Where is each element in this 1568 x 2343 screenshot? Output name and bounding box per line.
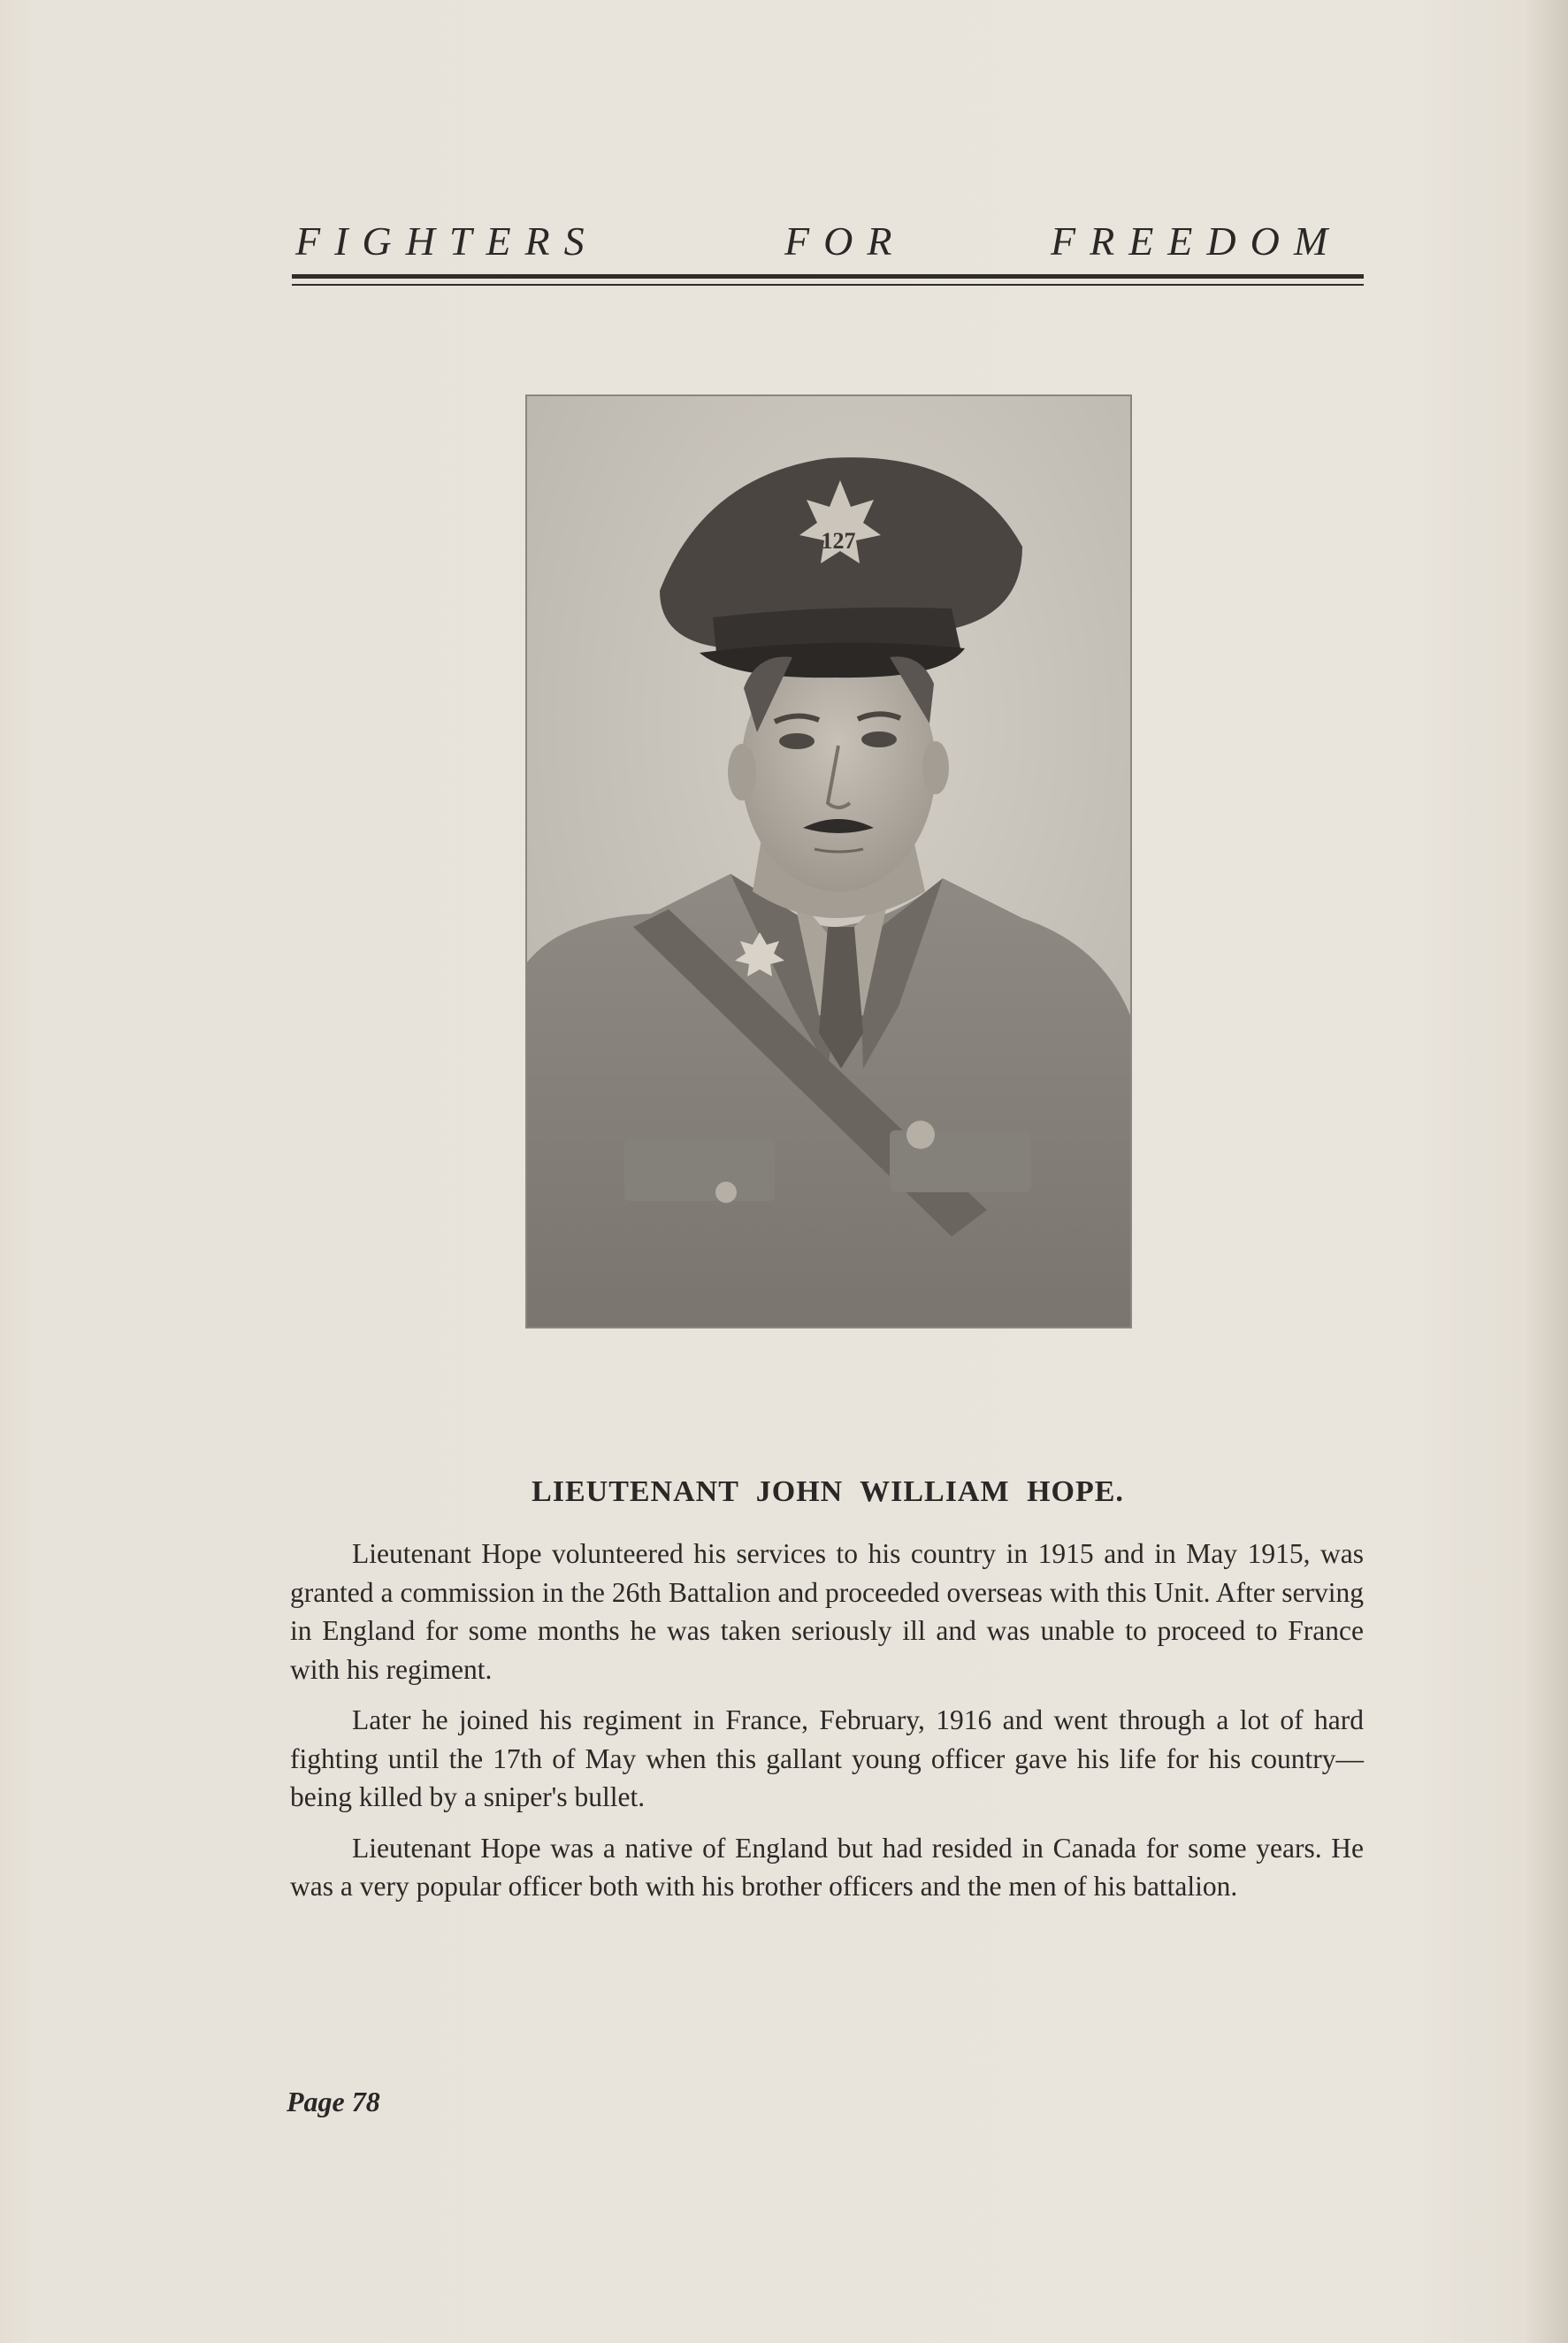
cap-badge-number: 127 [821, 528, 856, 554]
header-word-fighters: FIGHTERS [295, 218, 599, 264]
article-title: LIEUTENANT JOHN WILLIAM HOPE. [532, 1475, 1124, 1508]
book-spine-shadow [1524, 0, 1568, 2343]
paragraph-2: Later he joined his regiment in France, February, 1916 and went through a lot of hard fighting until the 17th of May when this gallant young officer gave his life for his country—being killed by a sniper's bullet. [290, 1704, 1364, 1812]
header-word-freedom: FREEDOM [1051, 218, 1342, 264]
article-body [290, 1535, 1364, 1918]
running-header [290, 218, 1365, 271]
paragraph-3: Lieutenant Hope was a native of England but had resided in Canada for some years. He was a very popular officer both with his brother officers and the men of his battalion. [290, 1832, 1364, 1902]
paragraph-1: Lieutenant Hope volunteered his services to his country in 1915 and in May 1915, was granted a commission in the 26th Battalion and proceeded overseas with this Unit. After serving in England for some months he was taken seriously ill and was unable to proceed to France with his regiment. [290, 1538, 1364, 1685]
header-rule-thick [292, 274, 1364, 279]
portrait-photo [525, 394, 1132, 1328]
portrait-illustration [527, 396, 1130, 1327]
page-number: Page 78 [287, 2086, 380, 2117]
header-word-for: FOR [784, 218, 906, 264]
header-rule-thin [292, 284, 1364, 286]
